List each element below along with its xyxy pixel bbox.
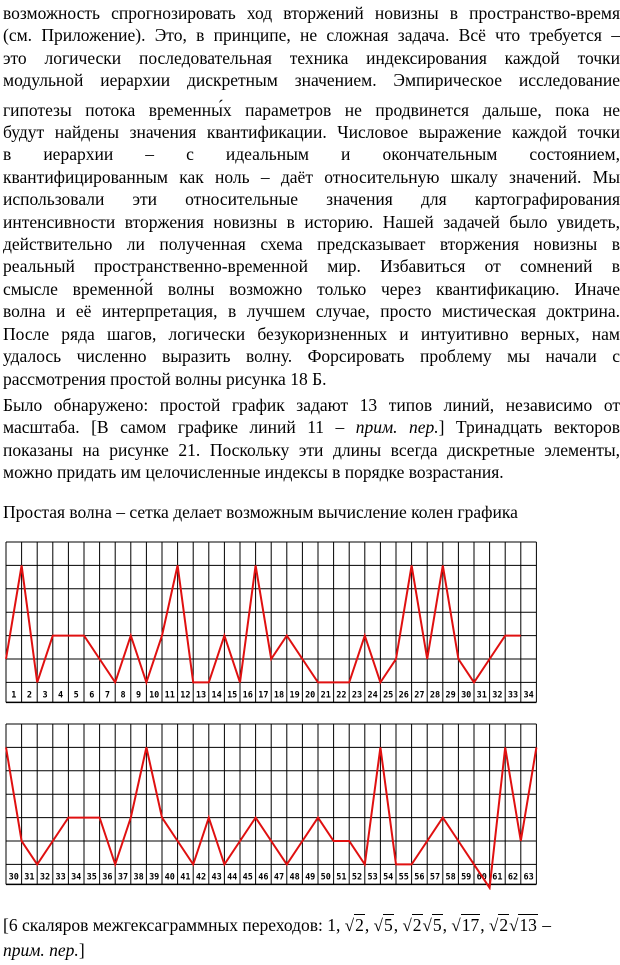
grid-top-tick-label: 9 [136,690,142,701]
sqrt-argument: 2 [355,915,364,935]
text-line: (см. Приложение). Это, в принципе, не сложная задача. Всё что требуется – [3,25,620,46]
grid-bottom-tick-label: 51 [336,872,347,883]
grid-bottom-tick-label: 36 [102,872,113,883]
sqrt-symbol: √5 [373,915,393,935]
grid-bottom-tick-label: 59 [461,872,472,883]
text-line: показаны на рисунке 21. Поскольку эти длины всегда дискретные элементы, [3,439,620,460]
text-line: действительно ли полученная схема предсказывает вторжения новизны в [3,234,620,255]
grid-top-tick-label: 25 [383,690,394,701]
grid-bottom-tick-label: 30 [8,872,19,883]
grid-bottom-tick-label: 57 [429,872,441,883]
grid-top-tick-label: 14 [211,690,222,701]
grid-bottom-tick-label: 63 [523,872,534,883]
sqrt-symbol: √2 [402,915,422,935]
grid-top-tick-label: 33 [507,690,519,701]
text-line: использовали эти относительные значения для картографирования [3,189,620,210]
grid-top-tick-label: 32 [492,690,503,701]
grid-top-tick-label: 19 [289,690,300,701]
grid-top-gridlines [6,542,536,702]
text-line: это логически последовательная техника индексирования каждой точки [3,47,620,68]
figure-caption: Простая волна – сетка делает возможным вычисление колен графика [3,502,518,522]
text-line: волна и её интерпретация, в лучшем случае, просто мистическая доктрина. [3,301,620,322]
grid-bottom-tick-label: 34 [71,872,82,883]
text-line: квантифицированным как ноль – даёт относительную шкалу значений. Мы [3,166,620,187]
grid-top-tick-label: 30 [461,690,472,701]
text-fragment: [6 скаляров межгексаграммных переходов: 1, [3,915,345,935]
grid-bottom-tick-label: 49 [305,872,316,883]
grid-top-tick-label: 13 [195,690,207,701]
text-fragment: ] Тринадцать векторов [438,417,620,438]
grid-bottom-tick-label: 46 [258,872,269,883]
grid-top-tick-label: 4 [58,690,64,701]
grid-bottom-tick-label: 33 [55,872,66,883]
grid-bottom-tick-label: 44 [227,872,238,883]
footnote-scalars [3,913,620,962]
sqrt-symbol: √2 [344,915,364,935]
grid-top-tick-label: 10 [149,690,160,701]
grid-top-tick-label: 24 [367,690,378,701]
sqrt-symbol: √2 [488,915,509,935]
text-line [3,416,620,438]
grid-bottom-tick-label: 35 [86,872,97,883]
grid-top-tick-label: 27 [414,690,425,701]
grid-top-tick-label: 28 [429,690,441,701]
wave-grid-bottom [5,722,541,890]
wave-grid-top [5,540,541,706]
grid-top-tick-label: 1 [11,690,17,701]
grid-bottom-tick-label: 32 [39,872,51,883]
sqrt-symbol: √5 [422,915,442,935]
grid-bottom-tick-label: 42 [195,872,207,883]
grid-top-tick-label: 15 [227,690,238,701]
sqrt-symbol: √13 [509,915,537,935]
grid-top-tick-label: 5 [73,690,79,701]
text-line: [6 скаляров межгексаграммных переходов: 1, √2, √5, √2√5, √17, √2√13 – [3,913,620,938]
grid-bottom-tick-label: 48 [289,872,300,883]
wave-grid-bottom-figure [5,722,541,890]
grid-top-tick-label: 26 [398,690,409,701]
text-line: После ряда шагов, логически безукоризненных и интуитивно верных, нам [3,323,620,344]
grid-top-tick-label: 11 [164,690,175,701]
grid-top-tick-label: 18 [273,690,285,701]
grid-top-tick-label: 29 [445,690,456,701]
grid-bottom-tick-label: 41 [180,872,191,883]
text-line: модульной иерархии дискретным значением. Эмпирическое исследование [3,70,620,91]
text-line: будут найдены значения квантификации. Числовое выражение каждой точки [3,122,620,143]
grid-bottom-tick-label: 38 [133,872,144,883]
text-line: в иерархии – с идеальным и окончательным состоянием, [3,144,620,165]
grid-top-tick-label: 16 [242,690,253,701]
text-line: можно придать им целочисленные индексы в порядке возрастания. [3,462,504,483]
grid-top-tick-label: 31 [476,690,487,701]
text-line: реальный пространственно-временной мир. Избавиться от сомнений в [3,256,620,277]
grid-bottom-tick-label: 50 [320,872,331,883]
grid-bottom-tick-label: 37 [117,872,129,883]
sqrt-argument: 2 [412,915,422,935]
text-line: возможность спрогнозировать ход вторжений новизны в пространство-время [3,3,620,23]
text-line: гипотезы потока временны́х параметров не продвинется дальше, пока не [3,99,620,120]
grid-top-tick-label: 21 [320,690,331,701]
text-fragment: – [537,915,552,935]
paragraph-wave-quantification [3,2,620,390]
text-line: интенсивности вторжения новизны в историю. Нашей задачей было увидеть, [3,211,620,232]
grid-top-tick-label: 8 [120,690,126,701]
sqrt-argument: 13 [519,915,537,935]
sqrt-argument: 2 [499,915,509,935]
grid-top-tick-label: 20 [305,690,316,701]
text-line: Было обнаружено: простой график задают 13 типов линий, независимо от [3,395,620,415]
grid-top-tick-label: 12 [180,690,191,701]
sqrt-argument: 17 [461,915,480,935]
grid-bottom-tick-label: 31 [24,872,35,883]
grid-bottom-tick-label: 54 [383,872,394,883]
grid-top-tick-label: 34 [523,690,534,701]
grid-bottom-tick-label: 43 [211,872,222,883]
grid-top-tick-label: 22 [336,690,347,701]
translator-note: прим. пер. [3,940,79,960]
grid-bottom-tick-label: 61 [492,872,503,883]
grid-bottom-tick-label: 58 [445,872,456,883]
grid-bottom-tick-label: 47 [273,872,285,883]
grid-top-tick-label: 6 [89,690,95,701]
sqrt-argument: 5 [383,915,393,935]
grid-top-tick-label: 23 [351,690,363,701]
grid-top-wave-line [6,565,521,682]
text-fragment: масштаба. [В самом графике линий 11 – [3,417,356,438]
text-line [3,940,85,960]
sqrt-symbol: √17 [451,915,480,935]
wave-grid-top-figure [5,540,541,706]
grid-bottom-tick-label: 52 [351,872,363,883]
sqrt-argument: 5 [432,915,442,935]
grid-bottom-tick-label: 53 [367,872,378,883]
grid-bottom-tick-label: 60 [476,872,487,883]
grid-bottom-tick-label: 56 [414,872,425,883]
grid-bottom-tick-label: 62 [507,872,519,883]
text-fragment: ] [78,940,85,960]
grid-bottom-tick-label: 40 [164,872,175,883]
text-line: удалось численно выразить волну. Форсировать проблему мы начали с [3,346,620,367]
text-line: смысле временно́й волны возможно только через квантификацию. Иначе [3,278,620,299]
grid-top-tick-label: 3 [42,690,48,701]
text-line: рассмотрения простой волны рисунка 18 Б. [3,368,327,389]
paragraph-thirteen-line-types [3,394,620,484]
translator-note: прим. пер. [355,417,439,438]
grid-bottom-gridlines [6,724,536,884]
grid-bottom-tick-label: 39 [149,872,160,883]
grid-bottom-tick-label: 45 [242,872,253,883]
grid-top-tick-label: 2 [26,690,32,701]
grid-top-tick-label: 7 [104,690,110,701]
grid-top-tick-label: 17 [258,690,269,701]
grid-bottom-tick-label: 55 [398,872,409,883]
